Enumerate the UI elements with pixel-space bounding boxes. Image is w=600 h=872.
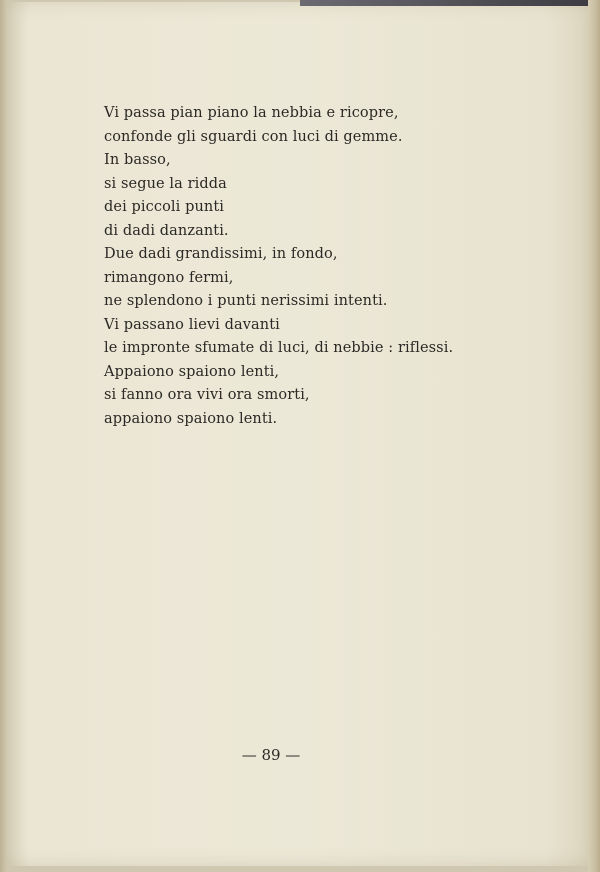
poem-line: le impronte sfumate di luci, di nebbie : riflessi. <box>104 340 454 356</box>
poem-line: rimangono fermi, <box>104 269 234 286</box>
page-right-edge <box>588 0 600 872</box>
poem-line: di dadi danzanti. <box>104 222 229 239</box>
poem-line: Due dadi grandissimi, in fondo, <box>104 246 338 262</box>
book-page <box>6 2 592 866</box>
poem-text <box>104 102 453 431</box>
poem-line: confonde gli sguardi con luci di gemme. <box>104 128 403 145</box>
poem-line: appaiono spaiono lenti. <box>104 410 278 427</box>
poem-line: Vi passano lievi davanti <box>104 316 280 333</box>
poem-line: Vi passa pian piano la nebbia e ricopre, <box>104 105 399 121</box>
poem-line: si segue la ridda <box>104 175 227 192</box>
poem-line: In basso, <box>104 152 171 168</box>
poem-line: ne splendono i punti nerissimi intenti. <box>104 293 388 309</box>
page-top-edge <box>300 0 600 6</box>
poem-line: Appaiono spaiono lenti, <box>104 363 280 380</box>
page-number: — 89 — <box>241 746 301 764</box>
poem-line: si fanno ora vivi ora smorti, <box>104 387 310 403</box>
poem-line: dei piccoli punti <box>104 199 225 215</box>
